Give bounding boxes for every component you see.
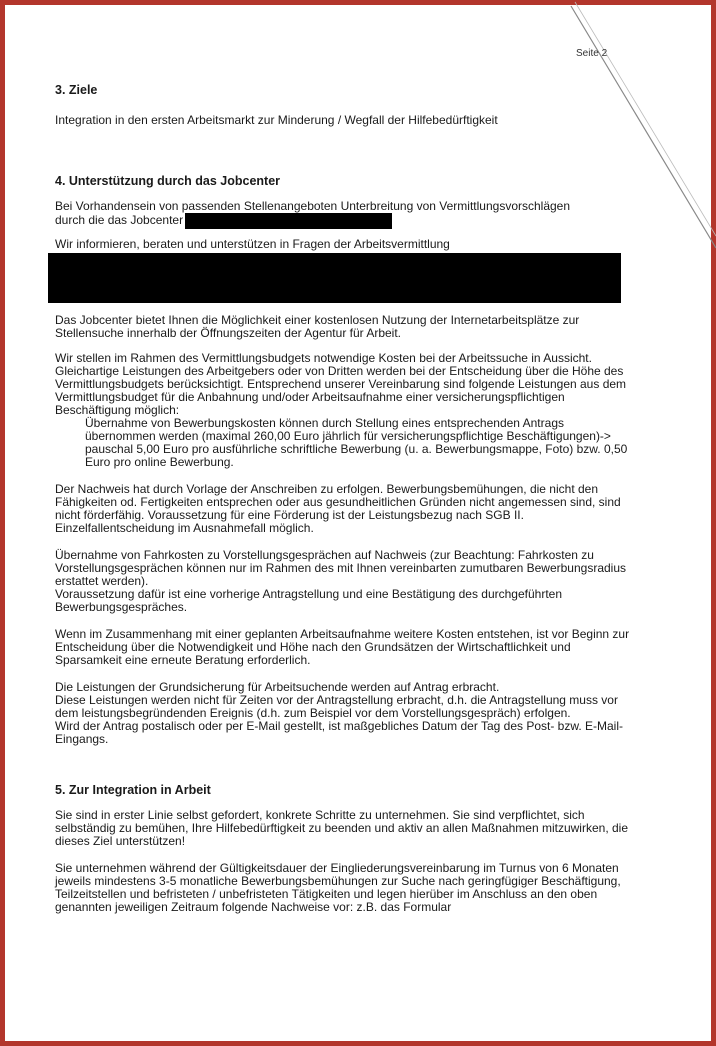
- redaction-bar-block: [48, 253, 621, 303]
- page-number: Seite 2: [576, 48, 608, 59]
- section-4-paragraph-1-line-1: Bei Vorhandensein von passenden Stellenangeboten Unterbreitung von Vermittlungsvorschlägen: [55, 199, 571, 213]
- section-4-paragraph-6a: Übernahme von Fahrkosten zu Vorstellungsgesprächen auf Nachweis (zur Beachtung: Fahrkosten zu Vorstellungsgesprächen können nur im Rahmen des mit Ihnen vereinbarten zumutbaren Bewerbungsradius erstattet werden).: [55, 548, 627, 588]
- section-4-paragraph-5: Der Nachweis hat durch Vorlage der Anschreiben zu erfolgen. Bewerbungsbemühungen, die nicht den Fähigkeiten od. Fertigkeiten entsprechen oder aus gesundheitlichen Gründen nicht angemessen sind, sind nicht förderfähig. Voraussetzung für eine Förderung ist der Leistungsbezug nach SGB II. Einzelfallentscheidung im Ausnahmefall möglich.: [55, 482, 621, 535]
- section-4-paragraph-4: Wir stellen im Rahmen des Vermittlungsbudgets notwendige Kosten bei der Arbeitssuche in Aussicht. Gleichartige Leistungen des Arbeitgebers oder von Dritten werden bei der Entscheidung über die Höhe des Vermittlungsbudgets berücksichtigt. Entsprechend unserer Vereinbarung sind folgende Leistungen aus dem Vermittlungsbudget für die Anbahnung und/oder Arbeitsaufnahme einer versicherungspflichtigen Beschäftigung möglich:: [55, 351, 627, 417]
- section-4-paragraph-1: [55, 200, 630, 229]
- section-4-paragraph-8a: Die Leistungen der Grundsicherung für Arbeitsuchende werden auf Antrag erbracht.: [55, 680, 500, 694]
- section-4-paragraph-6b: Voraussetzung dafür ist eine vorherige Antragstellung und eine Bestätigung des durchgeführten Bewerbungsgespräches.: [55, 587, 563, 614]
- section-4-paragraph-8c: Wird der Antrag postalisch oder per E-Mail gestellt, ist maßgebliches Datum der Tag des Post- bzw. E-Mail-Eingangs.: [55, 719, 624, 746]
- section-5-paragraph-1: Sie sind in erster Linie selbst gefordert, konkrete Schritte zu unternehmen. Sie sind verpflichtet, sich selbständig zu bemühen, Ihre Hilfebedürftigkeit zu beenden und aktiv an allen Maßnahmen mitzuwirken, die dieses Ziel unterstützen!: [55, 808, 628, 848]
- section-3-heading: 3. Ziele: [55, 83, 98, 97]
- section-4-paragraph-3: Das Jobcenter bietet Ihnen die Möglichkeit einer kostenlosen Nutzung der Internetarbeitsplätze zur Stellensuche innerhalb der Öffnungszeiten der Agentur für Arbeit.: [55, 313, 580, 340]
- section-3-text: Integration in den ersten Arbeitsmarkt zur Minderung / Wegfall der Hilfebedürftigkeit: [55, 113, 498, 127]
- bewerbungskosten-item: Übernahme von Bewerbungskosten können durch Stellung eines entsprechenden Antrags übernommen werden (maximal 260,00 Euro jährlich für versicherungspflichtige Beschäftigungen)-> pauschal 5,00 Euro pro ausführliche schriftliche Bewerbung (u. a. Bewerbungsmappe, Foto) bzw. 0,50 Euro pro online Bewerbung.: [85, 416, 628, 469]
- section-4-paragraph-7: Wenn im Zusammenhang mit einer geplanten Arbeitsaufnahme weitere Kosten entstehen, ist vor Beginn zur Entscheidung über die Notwendigkeit und Höhe nach den Grundsätzen der Wirtschaftlichkeit und Sparsamkeit eine erneute Beratung erforderlich.: [55, 627, 630, 667]
- section-4-heading: 4. Unterstützung durch das Jobcenter: [55, 174, 281, 188]
- section-4-paragraph-2: Wir informieren, beraten und unterstützen in Fragen der Arbeitsvermittlung: [55, 237, 450, 251]
- section-5-heading: 5. Zur Integration in Arbeit: [55, 783, 211, 797]
- document-body: [55, 84, 630, 914]
- section-5-paragraph-2: Sie unternehmen während der Gültigkeitsdauer der Eingliederungsvereinbarung im Turnus von 6 Monaten jeweils mindestens 3-5 monatliche Bewerbungsbemühungen zur Suche nach geringfügiger Beschäftigung, Teilzeitstellen und befristeten / unbefristeten Tätigkeiten und legen hierüber im Anschluss an den oben genannten jeweiligen Zeitraum folgende Nachweise vor: z.B. das Formular: [55, 861, 621, 914]
- redaction-bar-inline: [185, 213, 392, 229]
- section-4-paragraph-8b: Diese Leistungen werden nicht für Zeiten vor der Antragstellung erbracht, d.h. die Antragstellung muss vor dem leistungsbegründenden Ereignis (d.h. zum Beispiel vor dem Vorstellungsgespräch) erfolgen.: [55, 693, 618, 720]
- section-4-paragraph-1-line-2: durch die das Jobcenter: [55, 213, 184, 228]
